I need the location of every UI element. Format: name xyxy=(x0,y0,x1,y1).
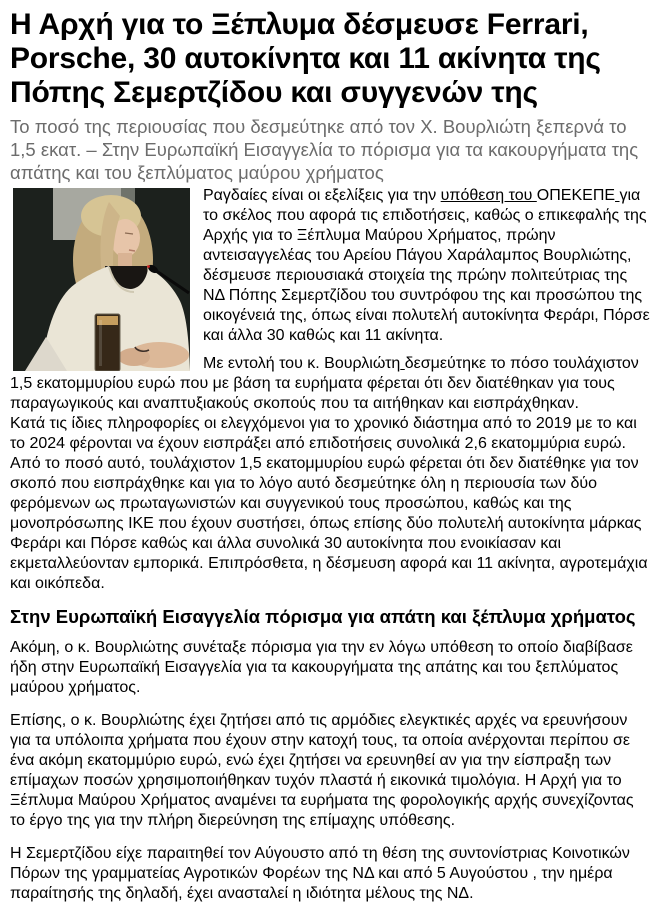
woman-press-conference-photo xyxy=(13,188,190,371)
photo-neck xyxy=(118,253,132,268)
p2a-rest: δεσμεύτηκε το πόσο τουλάχιστον 1,5 εκατομμυρίου ευρώ που με βάση τα ευρήματα φέρεται ότι δεν διατέθηκαν για τους παραγωγικούς και αναπτυξιακούς σκοπούς που τα αιτήθηκαν και εισπράχθηκαν. xyxy=(10,355,639,412)
paragraph-subsidies-total: Κατά τις ίδιες πληροφορίες οι ελεγχόμενοι για το χρονικό διάστημα από το 2019 με το και το 2024 φέρονται να έχουν εισπράξει από επιδοτήσεις συνολικά 2,6 εκατομμύρια ευρώ. xyxy=(10,415,637,452)
section-subheading: Στην Ευρωπαϊκή Εισαγγελία πόρισμα για απάτη και ξέπλυμα χρήματος xyxy=(10,606,636,627)
article-body xyxy=(10,186,651,904)
p1-rest: για το σκέλος που αφορά τις επιδοτήσεις, καθώς ο επικεφαλής της Αρχής για το Ξέπλυμα Μαύρου Χρήματος, πρώην αντεισαγγελέας του Αρείου Πάγου Χαράλαμπος Βουρλιώτης, δέσμευσε περιουσιακά στοιχεία της πρώην πολιτεύτριας της ΝΔ Πόπης Σεμερτζίδου του συντρόφου της και προσώπου της οικογένειά της, όπως είναι πολυτελή αυτοκίνητα Φεράρι, Πόρσε και άλλα 30 καθώς και 11 ακίνητα. xyxy=(203,187,650,344)
paragraph-eu-prosecutor-report: Ακόμη, ο κ. Βουρλιώτης συνέταξε πόρισμα για την εν λόγω υπόθεση το οποίο διαβίβασε ήδη στην Ευρωπαϊκή Εισαγγελία για τα κακουργήματα της απάτης και του ξεπλύματος μαύρου χρήματος. xyxy=(10,639,633,696)
microphone-red-light xyxy=(147,265,150,268)
p2a-pre: Με εντολή του κ. Βουρλιώτη xyxy=(203,355,401,372)
article-subtitle: Το ποσό της περιουσίας που δεσμεύτηκε από τον Χ. Βουρλιώτη ξεπερνά το 1,5 εκατ. – Στην Ευρωπαϊκή Εισαγγελία το πόρισμα για τα κακουργήματα της απάτης και του ξεπλύματος μαύρου χρήματος xyxy=(10,116,639,183)
opekepe-case-link[interactable] xyxy=(441,187,620,204)
p1-link-body[interactable]: ΟΠΕΚΕΠΕ xyxy=(536,187,616,204)
paragraph-resignation: Η Σεμερτζίδου είχε παραιτηθεί τον Αύγουστο από τη θέση της συντονίστριας Κοινοτικών Πόρων της γραμματείας Αγροτικών Φορέων της ΝΔ και από 5 Αυγούστου , την ημέρα παραίτησής της δηλαδή, έχει ανασταλεί η ιδιότητα μέλους της ΝΔ. xyxy=(10,845,630,902)
article-title: Η Αρχή για το Ξέπλυμα δέσμευσε Ferrari, Porsche, 30 αυτοκίνητα και 11 ακίνητα της Πόπης Σεμερτζίδου και συγγενών της xyxy=(10,8,601,109)
photo-lips xyxy=(129,250,135,251)
p1-pre: Ραγδαίες είναι οι εξελίξεις για την xyxy=(203,187,441,204)
paragraph-assets-detail: Από το ποσό αυτό, τουλάχιστον 1,5 εκατομμυρίου ευρώ φέρεται ότι δεν διατέθηκε για τον σκοπό που εισπράχθηκε και για το λόγο αυτό δεσμεύτηκε όλη η περιουσία των δύο φερόμενων ως πρωταγωνιστών και συγγενικού τους προσώπου, καθώς και της μονοπρόσωπης ΙΚΕ που έχουν συστήσει, όπως επίσης δύο πολυτελή αυτοκίνητα μάρκας Φεράρι και Πόρσε καθώς και άλλα συνολικά 30 αυτοκίνητα που ενοικίασαν και εκμεταλλεύονταν εμπορικά. Επιπρόσθετα, η δέσμευση αφορά και 11 ακίνητα, αγροτεμάχια και οικόπεδα. xyxy=(10,455,648,592)
p1-link-lead[interactable]: υπόθεση του xyxy=(440,187,537,204)
article-photo xyxy=(13,188,190,371)
photo-glass-highlight xyxy=(99,320,102,366)
paragraph-further-investigation: Επίσης, ο κ. Βουρλιώτης έχει ζητήσει από τις αρμόδιες ελεγκτικές αρχές να ερευνήσουν για τα υπόλοιπα χρήματα που έχουν στην κατοχή τους, τα οποία ανέρχονται περίπου σε ένα ακόμη εκατομμύριο ευρώ, ενώ έχει ζητήσει να ερευνηθεί αν για την είσπραξη των επίμαχων ποσών χρησιμοποιήθηκαν τυχόν πλαστά ή εικονικά τιμολόγια. Η Αρχή για το Ξέπλυμα Μαύρου Χρήματος αναμένει τα ευρήματα της φορολογικής αρχής συνεχίζοντας το έργο της για την πλήρη διερεύνηση της επίμαχης υπόθεσης. xyxy=(10,712,634,829)
